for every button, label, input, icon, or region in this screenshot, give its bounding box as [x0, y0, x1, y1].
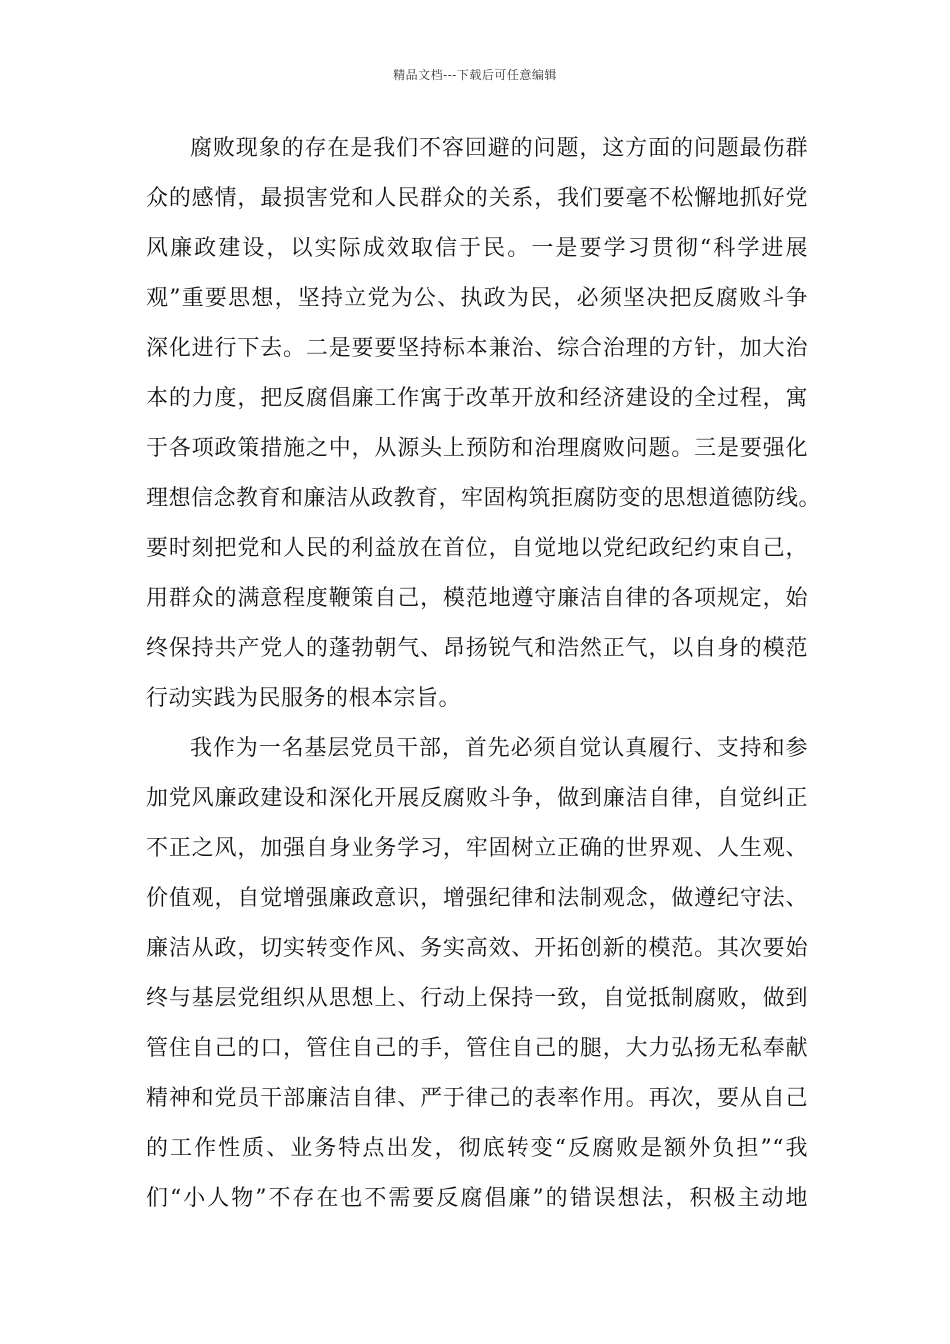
text-line: 本的力度，把反腐倡廉工作寓于改革开放和经济建设的全过程，寓	[146, 386, 808, 411]
text-line: 不正之风，加强自身业务学习，牢固树立正确的世界观、人生观、	[146, 836, 808, 861]
text-line: 风廉政建设，以实际成效取信于民。一是要学习贯彻“科学进展	[146, 236, 808, 261]
paragraph-2	[146, 724, 808, 1224]
text-line: 价值观，自觉增强廉政意识，增强纪律和法制观念，做遵纪守法、	[146, 886, 808, 911]
text-line: 加党风廉政建设和深化开展反腐败斗争，做到廉洁自律，自觉纠正	[146, 786, 808, 811]
text-line: 终保持共产党人的蓬勃朝气、昂扬锐气和浩然正气，以自身的模范	[146, 636, 808, 661]
text-line: 用群众的满意程度鞭策自己，模范地遵守廉洁自律的各项规定，始	[146, 586, 808, 611]
text-line: 观”重要思想，坚持立党为公、执政为民，必须坚决把反腐败斗争	[146, 286, 808, 311]
text-line: 们“小人物”不存在也不需要反腐倡廉”的错误想法，积极主动地	[146, 1186, 808, 1211]
paragraph-1	[146, 124, 822, 724]
text-line: 终与基层党组织从思想上、行动上保持一致，自觉抵制腐败，做到	[146, 986, 808, 1011]
text-line: 我作为一名基层党员干部，首先必须自觉认真履行、支持和参	[190, 736, 808, 761]
text-line: 行动实践为民服务的根本宗旨。	[146, 686, 462, 711]
page-header: 精品文档---下载后可任意编辑	[393, 68, 557, 82]
text-line: 理想信念教育和廉洁从政教育，牢固构筑拒腐防变的思想道德防线。	[146, 486, 822, 511]
text-line: 要时刻把党和人民的利益放在首位，自觉地以党纪政纪约束自己，	[146, 536, 808, 561]
text-line: 廉洁从政，切实转变作风、务实高效、开拓创新的模范。其次要始	[146, 936, 808, 961]
text-line: 深化进行下去。二是要要坚持标本兼治、综合治理的方针，加大治	[146, 336, 808, 361]
text-line: 管住自己的口，管住自己的手，管住自己的腿，大力弘扬无私奉献	[146, 1036, 808, 1061]
text-line: 于各项政策措施之中，从源头上预防和治理腐败问题。三是要强化	[146, 436, 808, 461]
text-line: 众的感情，最损害党和人民群众的关系，我们要毫不松懈地抓好党	[146, 186, 808, 211]
text-line: 精神和党员干部廉洁自律、严于律己的表率作用。再次，要从自己	[146, 1086, 808, 1111]
text-line: 腐败现象的存在是我们不容回避的问题，这方面的问题最伤群	[190, 136, 808, 161]
text-line: 的工作性质、业务特点出发，彻底转变“反腐败是额外负担”“我	[146, 1136, 808, 1161]
document-body	[146, 124, 822, 1224]
